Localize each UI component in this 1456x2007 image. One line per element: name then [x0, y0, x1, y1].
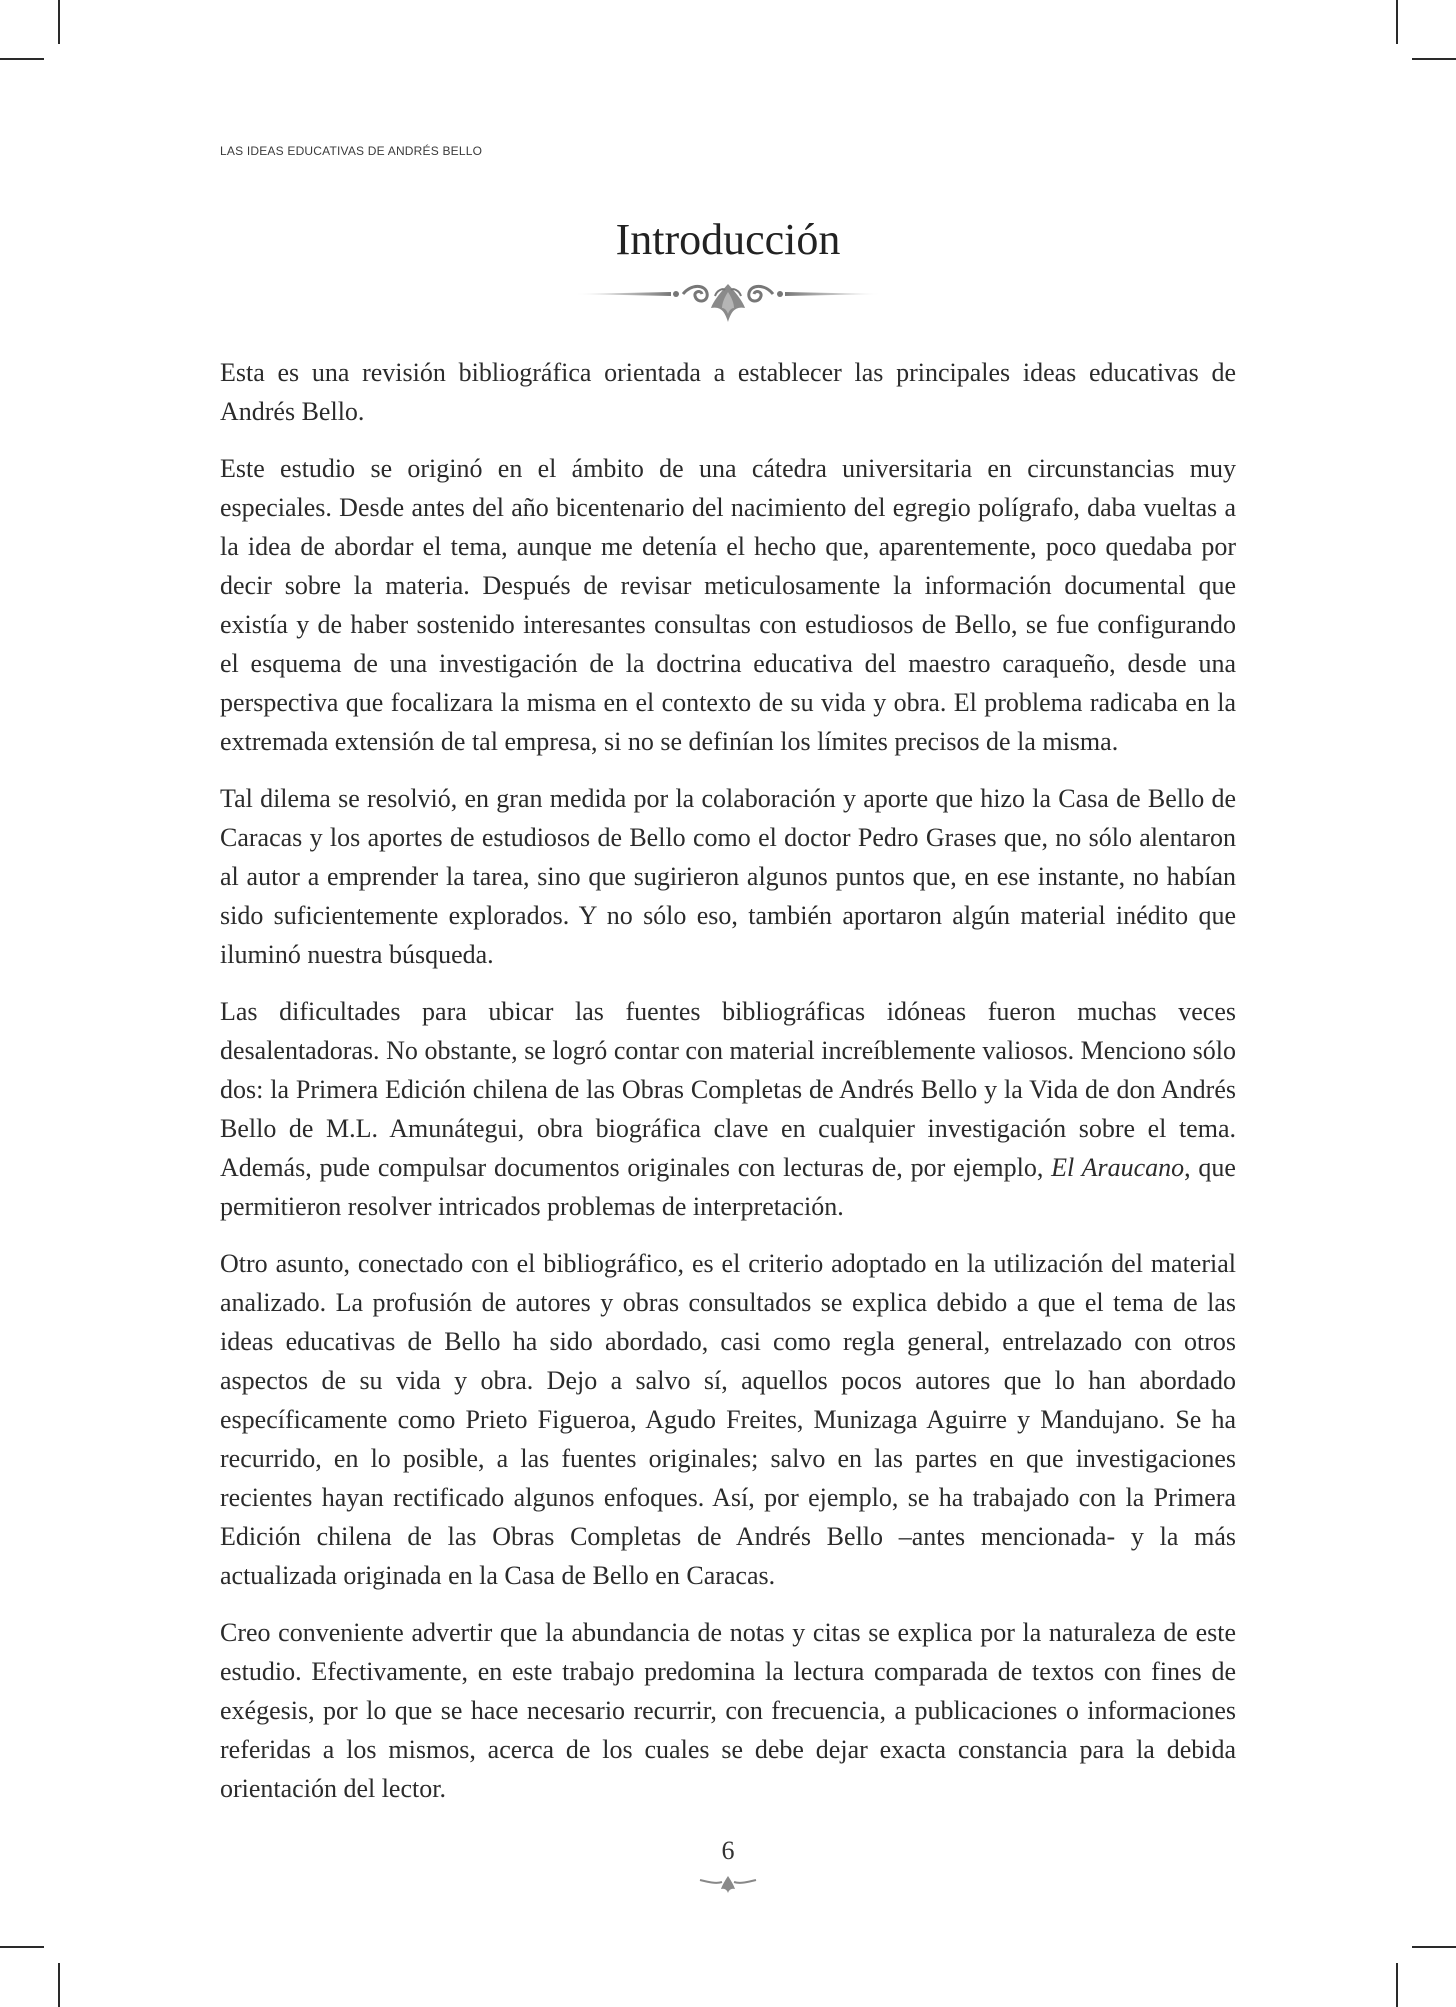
page-number: 6	[721, 1836, 735, 1865]
running-header: LAS IDEAS EDUCATIVAS DE ANDRÉS BELLO	[220, 144, 483, 158]
crop-mark-bottom-left-horizontal	[0, 1946, 44, 1948]
paragraph-1: Esta es una revisión bibliográfica orientada a establecer las principales ideas educativas de Andrés Bello.	[220, 358, 1236, 426]
crop-mark-top-left-horizontal	[0, 58, 44, 60]
crop-mark-top-right-vertical	[1396, 0, 1398, 44]
paragraph-4-text-a: Las dificultades para ubicar las fuentes bibliográficas idóneas fueron muchas veces desalentadoras. No obstante, se logró contar con material increíblemente valiosos. Menciono sólo dos: la Primera Edición chilena de las Obras Completas de Andrés Bello y la Vida de don Andrés Bello de M.L. Amunátegui, obra biográfica clave en cualquier investigación sobre el tema. Además, pude compulsar documentos originales con lecturas de, por ejemplo,	[220, 997, 1236, 1182]
chapter-title: Introducción	[615, 215, 841, 264]
small-flourish-icon	[698, 1872, 758, 1894]
paragraph-6: Creo conveniente advertir que la abundancia de notas y citas se explica por la naturaleza de este estudio. Efectivamente, en este trabajo predomina la lectura comparada de textos con fines de exégesis, por lo que se hace necesario recurrir, con frecuencia, a publicaciones o informaciones referidas a los mismos, acerca de los cuales se debe dejar exacta constancia para la debida orientación del lector.	[220, 1618, 1236, 1803]
flourish-divider-icon	[575, 278, 881, 330]
paragraph-4	[220, 992, 1236, 1226]
crop-mark-bottom-right-vertical	[1396, 1963, 1398, 2007]
paragraph-3: Tal dilema se resolvió, en gran medida por la colaboración y aporte que hizo la Casa de Bello de Caracas y los aportes de estudiosos de Bello como el doctor Pedro Grases que, no sólo alentaron al autor a emprender la tarea, sino que sugirieron algunos puntos que, en ese instante, no habían sido suficientemente explorados. Y no sólo eso, también aportaron algún material inédito que iluminó nuestra búsqueda.	[220, 784, 1236, 969]
newspaper-title: El Araucano	[1051, 1153, 1185, 1182]
crop-mark-bottom-right-horizontal	[1412, 1946, 1456, 1948]
paragraph-2: Este estudio se originó en el ámbito de una cátedra universitaria en circunstancias muy especiales. Desde antes del año bicentenario del nacimiento del egregio polígrafo, daba vueltas a la idea de abordar el tema, aunque me detenía el hecho que, aparentemente, poco quedaba por decir sobre la materia. Después de revisar meticulosamente la información documental que existía y de haber sostenido interesantes consultas con estudiosos de Bello, se fue configurando el esquema de una investigación de la doctrina educativa del maestro caraqueño, desde una perspectiva que focalizara la misma en el contexto de su vida y obra. El problema radicaba en la extremada extensión de tal empresa, si no se definían los límites precisos de la misma.	[220, 454, 1236, 756]
crop-mark-top-left-vertical	[58, 0, 60, 44]
paragraph-4-text-b: , que permitieron resolver intricados problemas de interpretación.	[220, 1153, 1236, 1221]
crop-mark-top-right-horizontal	[1412, 58, 1456, 60]
body-text	[220, 353, 1236, 1826]
crop-mark-bottom-left-vertical	[58, 1963, 60, 2007]
paragraph-5: Otro asunto, conectado con el bibliográfico, es el criterio adoptado en la utilización del material analizado. La profusión de autores y obras consultados se explica debido a que el tema de las ideas educativas de Bello ha sido abordado, casi como regla general, entrelazado con otros aspectos de su vida y obra. Dejo a salvo sí, aquellos pocos autores que lo han abordado específicamente como Prieto Figueroa, Agudo Freites, Munizaga Aguirre y Mandujano. Se ha recurrido, en lo posible, a las fuentes originales; salvo en las partes en que investigaciones recientes hayan rectificado algunos enfoques. Así, por ejemplo, se ha trabajado con la Primera Edición chilena de las Obras Completas de Andrés Bello –antes mencionada- y la más actualizada originada en la Casa de Bello en Caracas.	[220, 1249, 1236, 1590]
